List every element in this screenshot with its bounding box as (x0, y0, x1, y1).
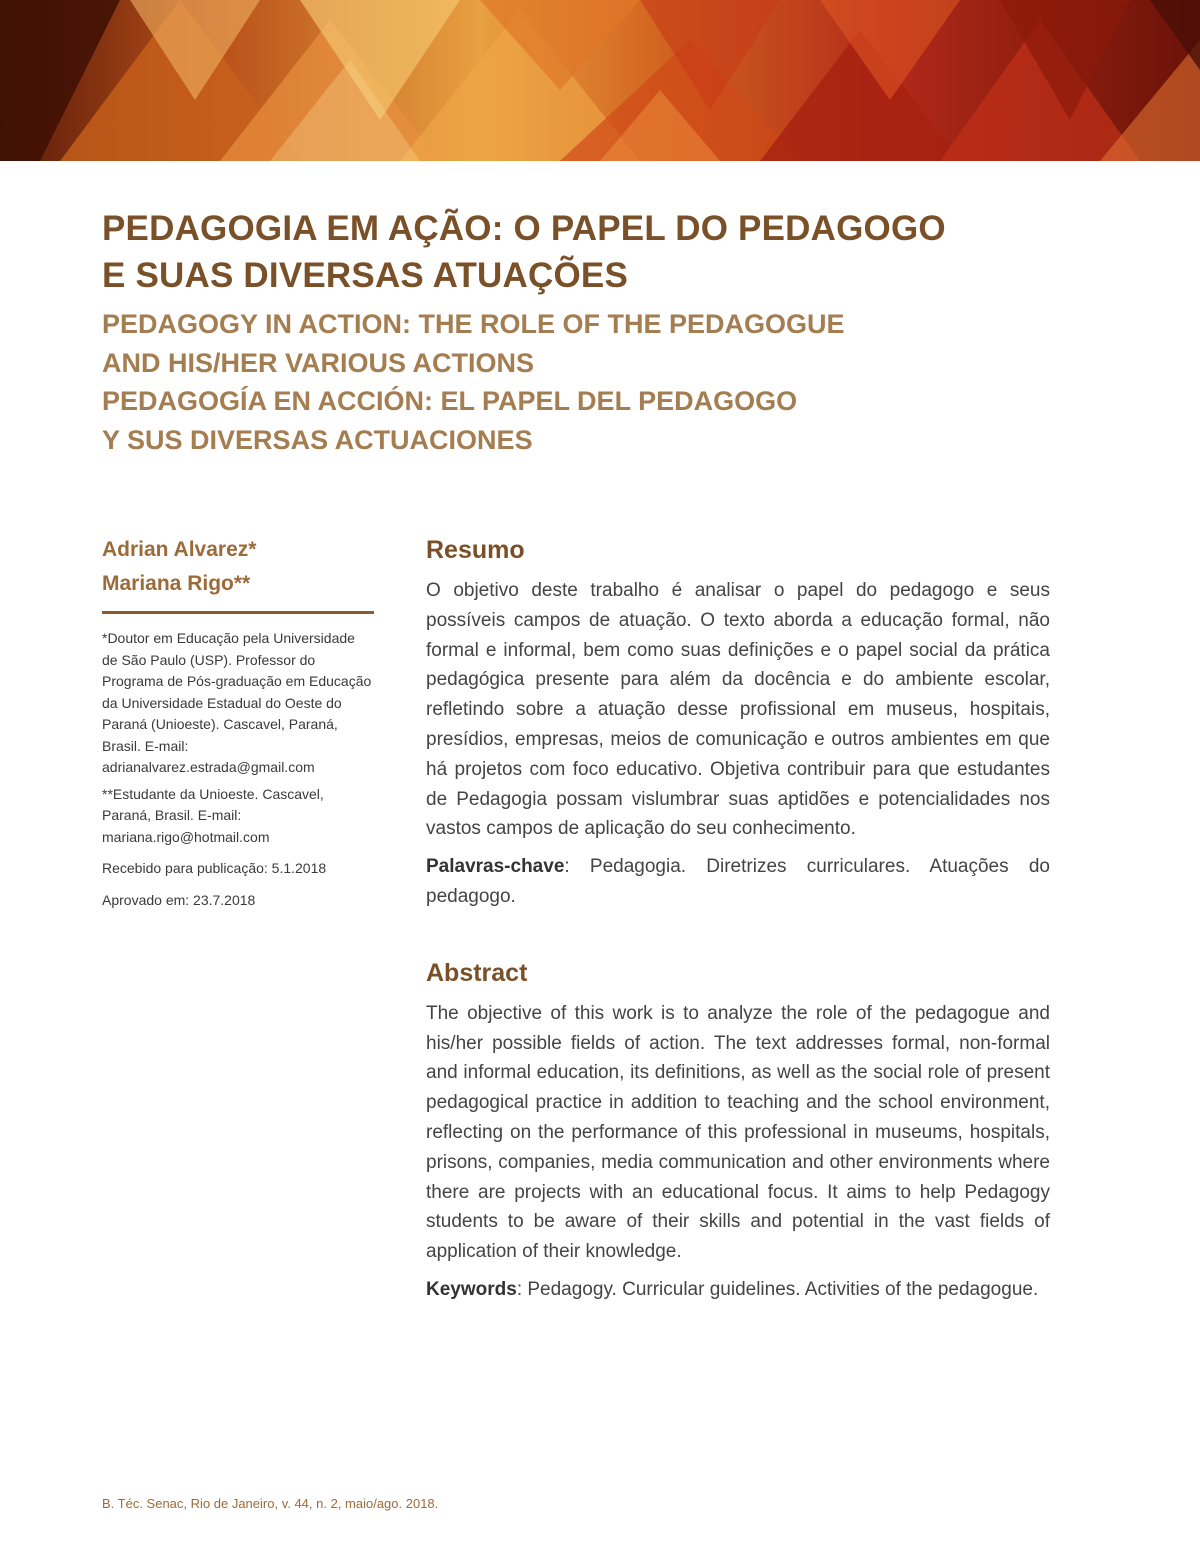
received-date: Recebido para publicação: 5.1.2018 (102, 860, 327, 876)
divider (102, 611, 374, 614)
title-english-line-2: AND HIS/HER VARIOUS ACTIONS (102, 347, 535, 378)
keywords-label: Palavras-chave (426, 856, 565, 878)
abstracts-column (426, 533, 1050, 1305)
author-affiliation-note: **Estudante da Unioeste. Cascavel, Paraná, Brasil. E-mail: mariana.rigo@hotmail.com (102, 785, 324, 845)
keywords-label: Keywords (426, 1278, 517, 1300)
keywords-text: : Pedagogia. Diretrizes curriculares. Atuações do pedagogo. (426, 856, 1050, 907)
abstract-keywords (426, 1275, 1050, 1305)
decorative-header-banner (0, 0, 1200, 161)
title-spanish-line-1: PEDAGOGÍA EN ACCIÓN: EL PAPEL DEL PEDAGOGO (102, 386, 798, 416)
title-english-line-1: PEDAGOGY IN ACTION: THE ROLE OF THE PEDAGOGUE (102, 309, 845, 339)
author-name: Mariana Rigo** (102, 572, 251, 595)
title-portuguese-line-2: E SUAS DIVERSAS ATUAÇÕES (102, 256, 628, 295)
resumo-text: O objetivo deste trabalho é analisar o papel do pedagogo e seus possíveis campos de atuação. O texto aborda a educação formal, não formal e informal, bem como suas definições e o papel social da prática pedagógica presente para além da docência e do ambiente escolar, refletindo sobre a atuação desse profissional em museus, hospitais, presídios, empresas, meios de comunicação e outros ambientes em que há projetos com foco educativo. Objetiva contribuir para que estudantes de Pedagogia possam vislumbrar suas aptidões e potencialidades nos vastos campos de aplicação do seu conhecimento. (426, 580, 1050, 840)
resumo-heading: Resumo (426, 536, 525, 564)
journal-citation-footer: B. Téc. Senac, Rio de Janeiro, v. 44, n. 2, maio/ago. 2018. (102, 1496, 439, 1511)
resumo-section (426, 533, 1050, 912)
abstract-heading: Abstract (426, 958, 528, 987)
author-sidebar (102, 533, 374, 916)
title-spanish-line-2: Y SUS DIVERSAS ACTUACIONES (102, 424, 533, 455)
author-name: Adrian Alvarez* (102, 538, 257, 561)
keywords-text: : Pedagogy. Curricular guidelines. Activities of the pedagogue. (516, 1278, 1039, 1300)
approved-date: Aprovado em: 23.7.2018 (102, 891, 256, 908)
title-block (102, 205, 1102, 459)
abstract-text: The objective of this work is to analyze the role of the pedagogue and his/her possible fields of action. The text addresses formal, non-formal and informal education, its definitions, as well as the social role of present pedagogical practice in addition to teaching and the school environment, reflecting on the performance of this professional in museums, hospitals, prisons, companies, media communication and other environments where there are projects with an educational focus. It aims to help Pedagogy students to be aware of their skills and potential in the vast fields of application of their knowledge. (426, 1002, 1050, 1263)
resumo-keywords (426, 852, 1050, 912)
author-affiliation-note: *Doutor em Educação pela Universidade de São Paulo (USP). Professor do Programa de Pós-graduação em Educação da Universidade Estadual do Oeste do Paraná (Unioeste). Cascavel, Paraná, Brasil. E-mail: adrianalvarez.estrada@gmail.com (102, 630, 372, 775)
abstract-section (426, 956, 1050, 1305)
title-portuguese-line-1: PEDAGOGIA EM AÇÃO: O PAPEL DO PEDAGOGO (102, 209, 946, 248)
